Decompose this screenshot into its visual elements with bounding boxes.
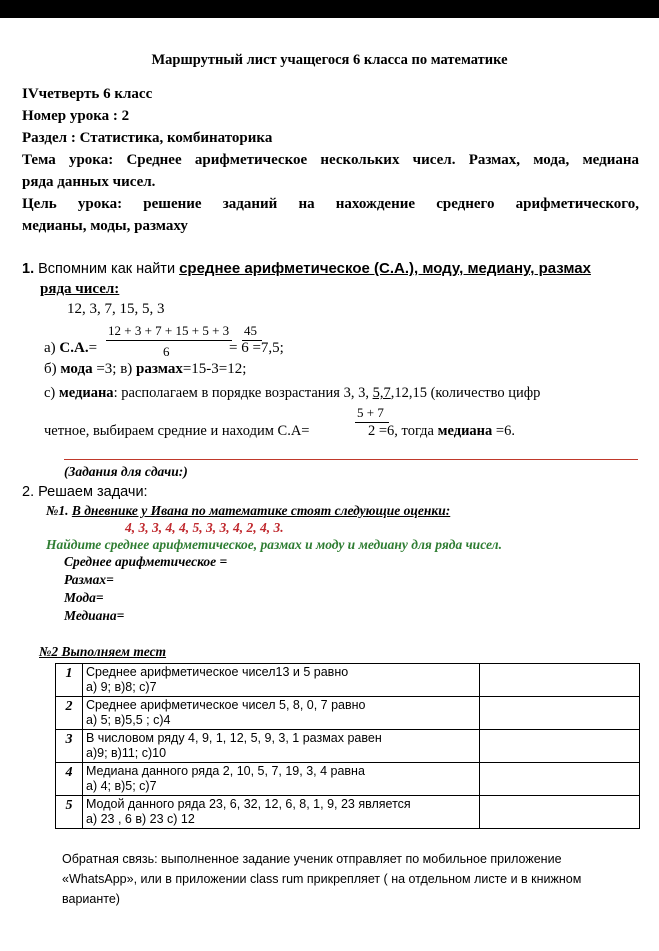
task1-instruction: Найдите среднее арифметическое, размах и моду и медиану для ряда чисел. — [46, 537, 502, 552]
test-table — [55, 663, 640, 829]
test-answer-cell[interactable] — [480, 697, 640, 730]
test-row — [56, 796, 640, 829]
quarter-line: IVчетверть 6 класс — [22, 86, 153, 102]
median-field-label: Медиана= — [64, 608, 125, 623]
test-options: а) 23 , 6 в) 23 с) 12 — [86, 812, 195, 826]
test-options: а) 9; в)8; с)7 — [86, 680, 157, 694]
topic-line-2: ряда данных чисел. — [22, 174, 156, 190]
feedback-text: Обратная связь: выполненное задание ученик отправляет по мобильное приложение «WhatsApp», или в приложении class rum прикрепляет ( на отдельном листе и в книжном варианте) — [62, 852, 582, 906]
test-answer-cell[interactable] — [480, 763, 640, 796]
mean-result: =7,5; — [252, 340, 284, 356]
median-underlined: 5,7 — [372, 385, 391, 401]
mean-field-label: Среднее арифметическое = — [64, 554, 228, 569]
section-divider — [64, 459, 638, 460]
mean-result-line — [229, 340, 284, 357]
test-question: Модой данного ряда 23, 6, 32, 12, 6, 8, 1, 9, 23 является — [86, 797, 411, 811]
test-row-number: 4 — [56, 763, 83, 796]
part1-intro-line2: ряда чисел: — [40, 281, 120, 297]
part1-series: 12, 3, 7, 15, 5, 3 — [67, 301, 165, 317]
even-line — [44, 423, 309, 440]
mean-eq: = — [88, 340, 98, 356]
grades-series: 4, 3, 3, 4, 4, 5, 3, 3, 4, 2, 4, 3. — [125, 520, 284, 535]
task1-number: №1. — [46, 503, 72, 518]
frac2-numerator: 45 — [244, 323, 257, 338]
test-row-number: 2 — [56, 697, 83, 730]
test-question: В числовом ряду 4, 9, 1, 12, 5, 9, 3, 1 размах равен — [86, 731, 382, 745]
mode-field-label: Мода= — [64, 590, 104, 605]
even-result: =6, тогда — [375, 423, 438, 439]
median-line — [44, 385, 540, 402]
mean-label: С.А. — [59, 340, 89, 356]
median-text-2: ,12,15 (количество цифр — [390, 385, 541, 401]
top-black-bar — [0, 0, 659, 18]
mean-prefix: а) — [44, 340, 60, 356]
test-row-question-cell — [83, 763, 480, 796]
test-row — [56, 730, 640, 763]
lesson-number: Номер урока : 2 — [22, 108, 130, 124]
frac3-denominator: 2 — [368, 423, 376, 439]
range-label: размах — [136, 361, 183, 377]
test-row — [56, 763, 640, 796]
goal-line-1: Цель урока: решение заданий на нахождение среднего арифметического, — [22, 196, 639, 212]
frac1-numerator: 12 + 3 + 7 + 15 + 5 + 3 — [108, 323, 230, 338]
even-median-value: =6. — [492, 423, 515, 439]
test-question: Среднее арифметическое чисел13 и 5 равно — [86, 665, 349, 679]
median-label: медиана — [58, 385, 114, 401]
test-options: а)9; в)11; с)10 — [86, 746, 167, 760]
test-row — [56, 697, 640, 730]
test-row-question-cell — [83, 697, 480, 730]
test-row-number: 3 — [56, 730, 83, 763]
tasks-note: (Задания для сдачи:) — [64, 464, 188, 479]
frac1-denominator: 6 — [163, 344, 170, 359]
test-row-question-cell — [83, 730, 480, 763]
mode-range-line — [44, 361, 246, 378]
mode-prefix: б) — [44, 361, 61, 377]
median-text: : располагаем в порядке возрастания 3, 3, — [113, 385, 373, 401]
test-row-number: 1 — [56, 664, 83, 697]
test-options: а) 4; в)5; с)7 — [86, 779, 157, 793]
even-result-line — [368, 423, 515, 440]
test-title: №2 Выполняем тест — [39, 644, 167, 659]
goal-line-2: медианы, моды, размаху — [22, 218, 188, 234]
frac2-eq: = — [229, 340, 238, 356]
frac1-line — [106, 340, 232, 341]
even-text: четное, выбираем средние и находим С.А= — [44, 423, 310, 439]
mean-line — [44, 340, 97, 357]
task1-heading — [46, 503, 450, 519]
test-answer-cell[interactable] — [480, 664, 640, 697]
mode-value: =3; в) — [92, 361, 137, 377]
part1-number: 1. — [22, 261, 35, 277]
frac3-numerator: 5 + 7 — [357, 405, 384, 420]
test-question: Среднее арифметическое чисел 5, 8, 0, 7 равно — [86, 698, 366, 712]
test-question: Медиана данного ряда 2, 10, 5, 7, 19, 3, 4 равна — [86, 764, 365, 778]
page-title: Маршрутный лист учащегося 6 класса по математике — [151, 52, 508, 68]
mode-label: мода — [60, 361, 93, 377]
task1-title: В дневнике у Ивана по математике стоят следующие оценки: — [71, 503, 451, 518]
part1-intro-text: Вспомним как найти — [38, 261, 180, 277]
part2-header: 2. Решаем задачи: — [22, 484, 148, 500]
part1-intro-underlined: среднее арифметическое (С.А.), моду, медиану, размах — [179, 260, 591, 277]
test-row — [56, 664, 640, 697]
section-line: Раздел : Статистика, комбинаторика — [22, 130, 273, 146]
test-options: а) 5; в)5,5 ; с)4 — [86, 713, 171, 727]
frac2-denominator: 6 — [241, 340, 249, 356]
topic-line-1: Тема урока: Среднее арифметическое нескольких чисел. Размах, мода, медиана — [22, 152, 639, 168]
even-median-label: медиана — [437, 423, 493, 439]
test-answer-cell[interactable] — [480, 796, 640, 829]
part1-intro — [22, 260, 591, 277]
test-row-number: 5 — [56, 796, 83, 829]
test-row-question-cell — [83, 664, 480, 697]
range-field-label: Размах= — [64, 572, 114, 587]
range-value: =15-3=12; — [182, 361, 247, 377]
test-row-question-cell — [83, 796, 480, 829]
median-prefix: с) — [44, 385, 59, 401]
test-answer-cell[interactable] — [480, 730, 640, 763]
